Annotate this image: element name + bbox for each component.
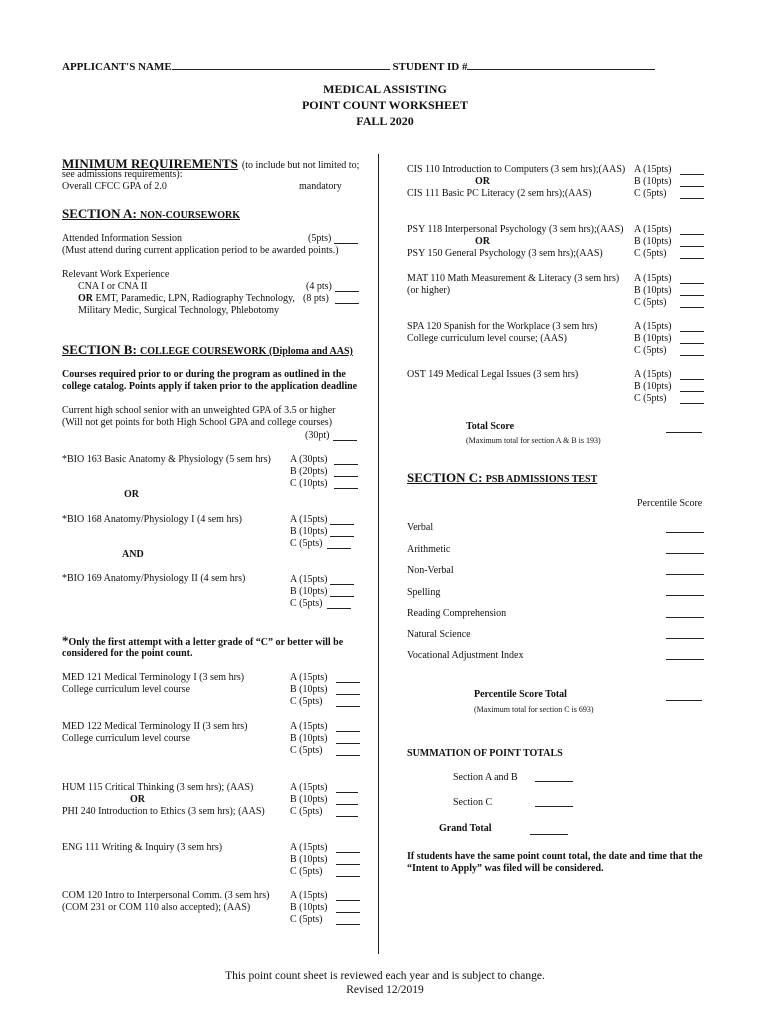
com-grade-a: A (15pts)	[290, 890, 328, 901]
bio168-blank-c[interactable]	[327, 548, 351, 549]
cis-grade-a: A (15pts)	[634, 164, 672, 175]
mat-blank-a[interactable]	[680, 283, 704, 284]
section-a-heading: SECTION A: NON-COURSEWORK	[62, 206, 241, 221]
ost149-label: OST 149 Medical Legal Issues (3 sem hrs)	[407, 369, 579, 380]
grand-total-label: Grand Total	[439, 823, 492, 834]
vocational-blank[interactable]	[666, 659, 704, 660]
psy-grade-c: C (5pts)	[634, 248, 667, 259]
mat-blank-c[interactable]	[680, 307, 704, 308]
med121-grade-b: B (10pts)	[290, 684, 328, 695]
psy150-label: PSY 150 General Psychology (3 sem hrs);(AAS)	[407, 248, 603, 259]
mat-grade-b: B (10pts)	[634, 285, 672, 296]
psy-or: OR	[475, 236, 490, 247]
emt-blank[interactable]	[335, 303, 359, 304]
minimum-requirements-heading: MINIMUM REQUIREMENTS (to include but not limited to;	[62, 156, 360, 171]
info-session-label: Attended Information Session	[62, 233, 182, 244]
med122-sub: College curriculum level course	[62, 733, 191, 744]
reading-blank[interactable]	[666, 617, 704, 618]
first-attempt-note-line1: *Only the first attempt with a letter grade of “C” or better will be	[62, 633, 344, 648]
spa-grade-a: A (15pts)	[634, 321, 672, 332]
work-experience-label: Relevant Work Experience	[62, 269, 170, 280]
bio169-blank-c[interactable]	[327, 608, 351, 609]
student-id-label: STUDENT ID #	[392, 61, 468, 73]
ost-blank-c[interactable]	[680, 403, 704, 404]
mandatory-label: mandatory	[299, 181, 342, 192]
footer-review-note: This point count sheet is reviewed each year and is subject to change.	[225, 970, 545, 982]
spelling-blank[interactable]	[666, 595, 704, 596]
cis-blank-c[interactable]	[680, 198, 704, 199]
bio168-grade-a: A (15pts)	[290, 514, 328, 525]
phi240-label: PHI 240 Introduction to Ethics (3 sem hrs); (AAS)	[62, 806, 265, 817]
emt-points: (8 pts)	[303, 293, 329, 304]
ost-grade-c: C (5pts)	[634, 393, 667, 404]
med121-blank-b[interactable]	[336, 694, 360, 695]
cna-points: (4 pts)	[306, 281, 332, 292]
med122-label: MED 122 Medical Terminology II (3 sem hrs)	[62, 721, 248, 732]
med121-sub: College curriculum level course	[62, 684, 191, 695]
cis-grade-b: B (10pts)	[634, 176, 672, 187]
hum-or: OR	[130, 794, 145, 805]
spa-grade-b: B (10pts)	[634, 333, 672, 344]
bio163-grade-a: A (30pts)	[290, 454, 328, 465]
hs-senior-line2: (Will not get points for both High School GPA and college courses)	[62, 417, 333, 428]
eng-grade-c: C (5pts)	[290, 866, 323, 877]
mat110-label: MAT 110 Math Measurement & Literacy (3 sem hrs)	[407, 273, 620, 284]
med121-blank-a[interactable]	[336, 682, 360, 683]
ost-grade-a: A (15pts)	[634, 369, 672, 380]
percentile-total-blank[interactable]	[666, 700, 702, 701]
med122-grade-a: A (15pts)	[290, 721, 328, 732]
spa-blank-c[interactable]	[680, 355, 704, 356]
psy-grade-b: B (10pts)	[634, 236, 672, 247]
gpa-requirement: Overall CFCC GPA of 2.0	[62, 181, 167, 192]
bio168-grade-c: C (5pts)	[290, 538, 323, 549]
natural-science-blank[interactable]	[666, 638, 704, 639]
applicant-name-label: APPLICANT'S NAME	[62, 61, 172, 73]
ost-grade-b: B (10pts)	[634, 381, 672, 392]
hum-grade-c: C (5pts)	[290, 806, 323, 817]
cis-or: OR	[475, 176, 490, 187]
mat-blank-b[interactable]	[680, 295, 704, 296]
info-session-points: (5pts)	[308, 233, 332, 244]
test-spelling: Spelling	[407, 587, 441, 598]
mat-grade-c: C (5pts)	[634, 297, 667, 308]
total-score-blank[interactable]	[666, 432, 702, 433]
hum-blank-b[interactable]	[336, 804, 358, 805]
verbal-blank[interactable]	[666, 532, 704, 533]
bio169-grade-a: A (15pts)	[290, 574, 328, 585]
bio163-grade-c: C (10pts)	[290, 478, 328, 489]
cis111-label: CIS 111 Basic PC Literacy (2 sem hrs);(AAS)	[407, 188, 592, 199]
info-session-blank[interactable]	[334, 243, 358, 244]
cna-blank[interactable]	[335, 291, 359, 292]
arithmetic-blank[interactable]	[666, 553, 704, 554]
section-ab-label: Section A and B	[453, 772, 518, 783]
eng-blank-c[interactable]	[336, 876, 360, 877]
test-natural-science: Natural Science	[407, 629, 471, 640]
military-label: Military Medic, Surgical Technology, Phlebotomy	[78, 305, 280, 316]
psy-blank-b[interactable]	[680, 246, 704, 247]
hum115-label: HUM 115 Critical Thinking (3 sem hrs); (AAS)	[62, 782, 254, 793]
ost-blank-b[interactable]	[680, 391, 704, 392]
test-reading: Reading Comprehension	[407, 608, 507, 619]
hs-senior-line1: Current high school senior with an unweighted GPA of 3.5 or higher	[62, 405, 336, 416]
section-b-note2: college catalog. Points apply if taken prior to the application deadline	[62, 381, 358, 392]
eng-blank-a[interactable]	[336, 852, 360, 853]
med121-grade-c: C (5pts)	[290, 696, 323, 707]
bio163-blank-b[interactable]	[334, 476, 358, 477]
med122-blank-b[interactable]	[336, 743, 360, 744]
hs-senior-points: (30pt)	[305, 430, 330, 441]
test-non-verbal: Non-Verbal	[407, 565, 454, 576]
bio168-blank-a[interactable]	[330, 524, 354, 525]
section-c-label: Section C	[453, 797, 493, 808]
section-c-heading: SECTION C: PSB ADMISSIONS TEST	[407, 470, 598, 485]
med122-grade-b: B (10pts)	[290, 733, 328, 744]
bio163-blank-c[interactable]	[334, 488, 358, 489]
test-arithmetic: Arithmetic	[407, 544, 451, 555]
cis-blank-b[interactable]	[680, 186, 704, 187]
mat-grade-a: A (15pts)	[634, 273, 672, 284]
bio169-blank-b[interactable]	[330, 596, 354, 597]
med121-grade-a: A (15pts)	[290, 672, 328, 683]
spa-blank-a[interactable]	[680, 331, 704, 332]
applicant-name-field[interactable]	[62, 59, 655, 73]
section-c-blank[interactable]	[535, 806, 573, 807]
com-grade-b: B (10pts)	[290, 902, 328, 913]
percentile-total-note: (Maximum total for section C is 693)	[474, 705, 594, 714]
percentile-total-label: Percentile Score Total	[474, 689, 567, 700]
med121-blank-c[interactable]	[336, 706, 360, 707]
bio-and: AND	[122, 549, 144, 560]
total-score-label: Total Score	[466, 421, 515, 432]
column-divider	[378, 154, 379, 954]
spa120-label: SPA 120 Spanish for the Workplace (3 sem hrs)	[407, 321, 598, 332]
spa-blank-b[interactable]	[680, 343, 704, 344]
non-verbal-blank[interactable]	[666, 574, 704, 575]
total-score-note: (Maximum total for section A & B is 193)	[466, 436, 601, 445]
com-grade-c: C (5pts)	[290, 914, 323, 925]
footer-revised: Revised 12/2019	[346, 984, 424, 996]
hum-blank-c[interactable]	[336, 816, 358, 817]
first-attempt-note-line2: considered for the point count.	[62, 648, 193, 659]
ost-blank-a[interactable]	[680, 379, 704, 380]
bio168-grade-b: B (10pts)	[290, 526, 328, 537]
bio163-label: *BIO 163 Basic Anatomy & Physiology (5 sem hrs)	[62, 454, 271, 465]
eng-blank-b[interactable]	[336, 864, 360, 865]
spa-grade-c: C (5pts)	[634, 345, 667, 356]
hum-blank-a[interactable]	[336, 792, 358, 793]
eng-grade-b: B (10pts)	[290, 854, 328, 865]
test-vocational: Vocational Adjustment Index	[407, 650, 524, 661]
test-verbal: Verbal	[407, 522, 434, 533]
bio168-label: *BIO 168 Anatomy/Physiology I (4 sem hrs)	[62, 514, 242, 525]
emt-line: OR EMT, Paramedic, LPN, Radiography Technology,	[78, 293, 295, 304]
bio163-grade-b: B (20pts)	[290, 466, 328, 477]
com-blank-a[interactable]	[336, 900, 360, 901]
med122-blank-a[interactable]	[336, 731, 360, 732]
eng-grade-a: A (15pts)	[290, 842, 328, 853]
bio168-blank-b[interactable]	[330, 536, 354, 537]
med122-blank-c[interactable]	[336, 755, 360, 756]
bio169-blank-a[interactable]	[330, 584, 354, 585]
mat110-sub: (or higher)	[407, 285, 451, 296]
title-program: MEDICAL ASSISTING	[323, 82, 447, 96]
title-worksheet: POINT COUNT WORKSHEET	[301, 98, 469, 112]
com-blank-b[interactable]	[336, 912, 360, 913]
section-ab-blank[interactable]	[535, 781, 573, 782]
minimum-line2: see admissions requirements):	[62, 169, 183, 180]
psy118-label: PSY 118 Interpersonal Psychology (3 sem hrs);(AAS)	[407, 224, 624, 235]
section-b-note1: Courses required prior to or during the program as outlined in the	[62, 369, 346, 380]
com120-label: COM 120 Intro to Interpersonal Comm. (3 sem hrs)	[62, 890, 270, 901]
cis110-label: CIS 110 Introduction to Computers (3 sem hrs);(AAS)	[407, 164, 626, 175]
bio169-grade-c: C (5pts)	[290, 598, 323, 609]
cis-grade-c: C (5pts)	[634, 188, 667, 199]
com-blank-c[interactable]	[336, 924, 360, 925]
spa120-sub: College curriculum level course; (AAS)	[407, 333, 567, 344]
tie-note-line2: “Intent to Apply” was filed will be considered.	[407, 863, 604, 874]
psy-blank-a[interactable]	[680, 234, 704, 235]
med122-grade-c: C (5pts)	[290, 745, 323, 756]
summation-heading: SUMMATION OF POINT TOTALS	[407, 748, 563, 759]
psy-blank-c[interactable]	[680, 258, 704, 259]
cis-blank-a[interactable]	[680, 174, 704, 175]
psy-grade-a: A (15pts)	[634, 224, 672, 235]
com120-sub: (COM 231 or COM 110 also accepted); (AAS)	[62, 902, 251, 913]
info-session-note: (Must attend during current application period to be awarded points.)	[62, 245, 339, 256]
eng111-label: ENG 111 Writing & Inquiry (3 sem hrs)	[62, 842, 223, 853]
section-b-heading: SECTION B: COLLEGE COURSEWORK (Diploma and AAS)	[62, 342, 353, 357]
cna-label: CNA I or CNA II	[78, 281, 148, 292]
bio169-label: *BIO 169 Anatomy/Physiology II (4 sem hrs)	[62, 573, 246, 584]
hs-senior-blank[interactable]	[333, 440, 357, 441]
tie-note-line1: If students have the same point count total, the date and time that the	[407, 851, 703, 862]
title-term: FALL 2020	[356, 114, 414, 128]
bio169-grade-b: B (10pts)	[290, 586, 328, 597]
percentile-score-header: Percentile Score	[637, 498, 703, 509]
hum-grade-a: A (15pts)	[290, 782, 328, 793]
hum-grade-b: B (10pts)	[290, 794, 328, 805]
bio-or: OR	[124, 489, 139, 500]
bio163-blank-a[interactable]	[334, 464, 358, 465]
med121-label: MED 121 Medical Terminology I (3 sem hrs)	[62, 672, 245, 683]
grand-total-blank[interactable]	[530, 834, 568, 835]
